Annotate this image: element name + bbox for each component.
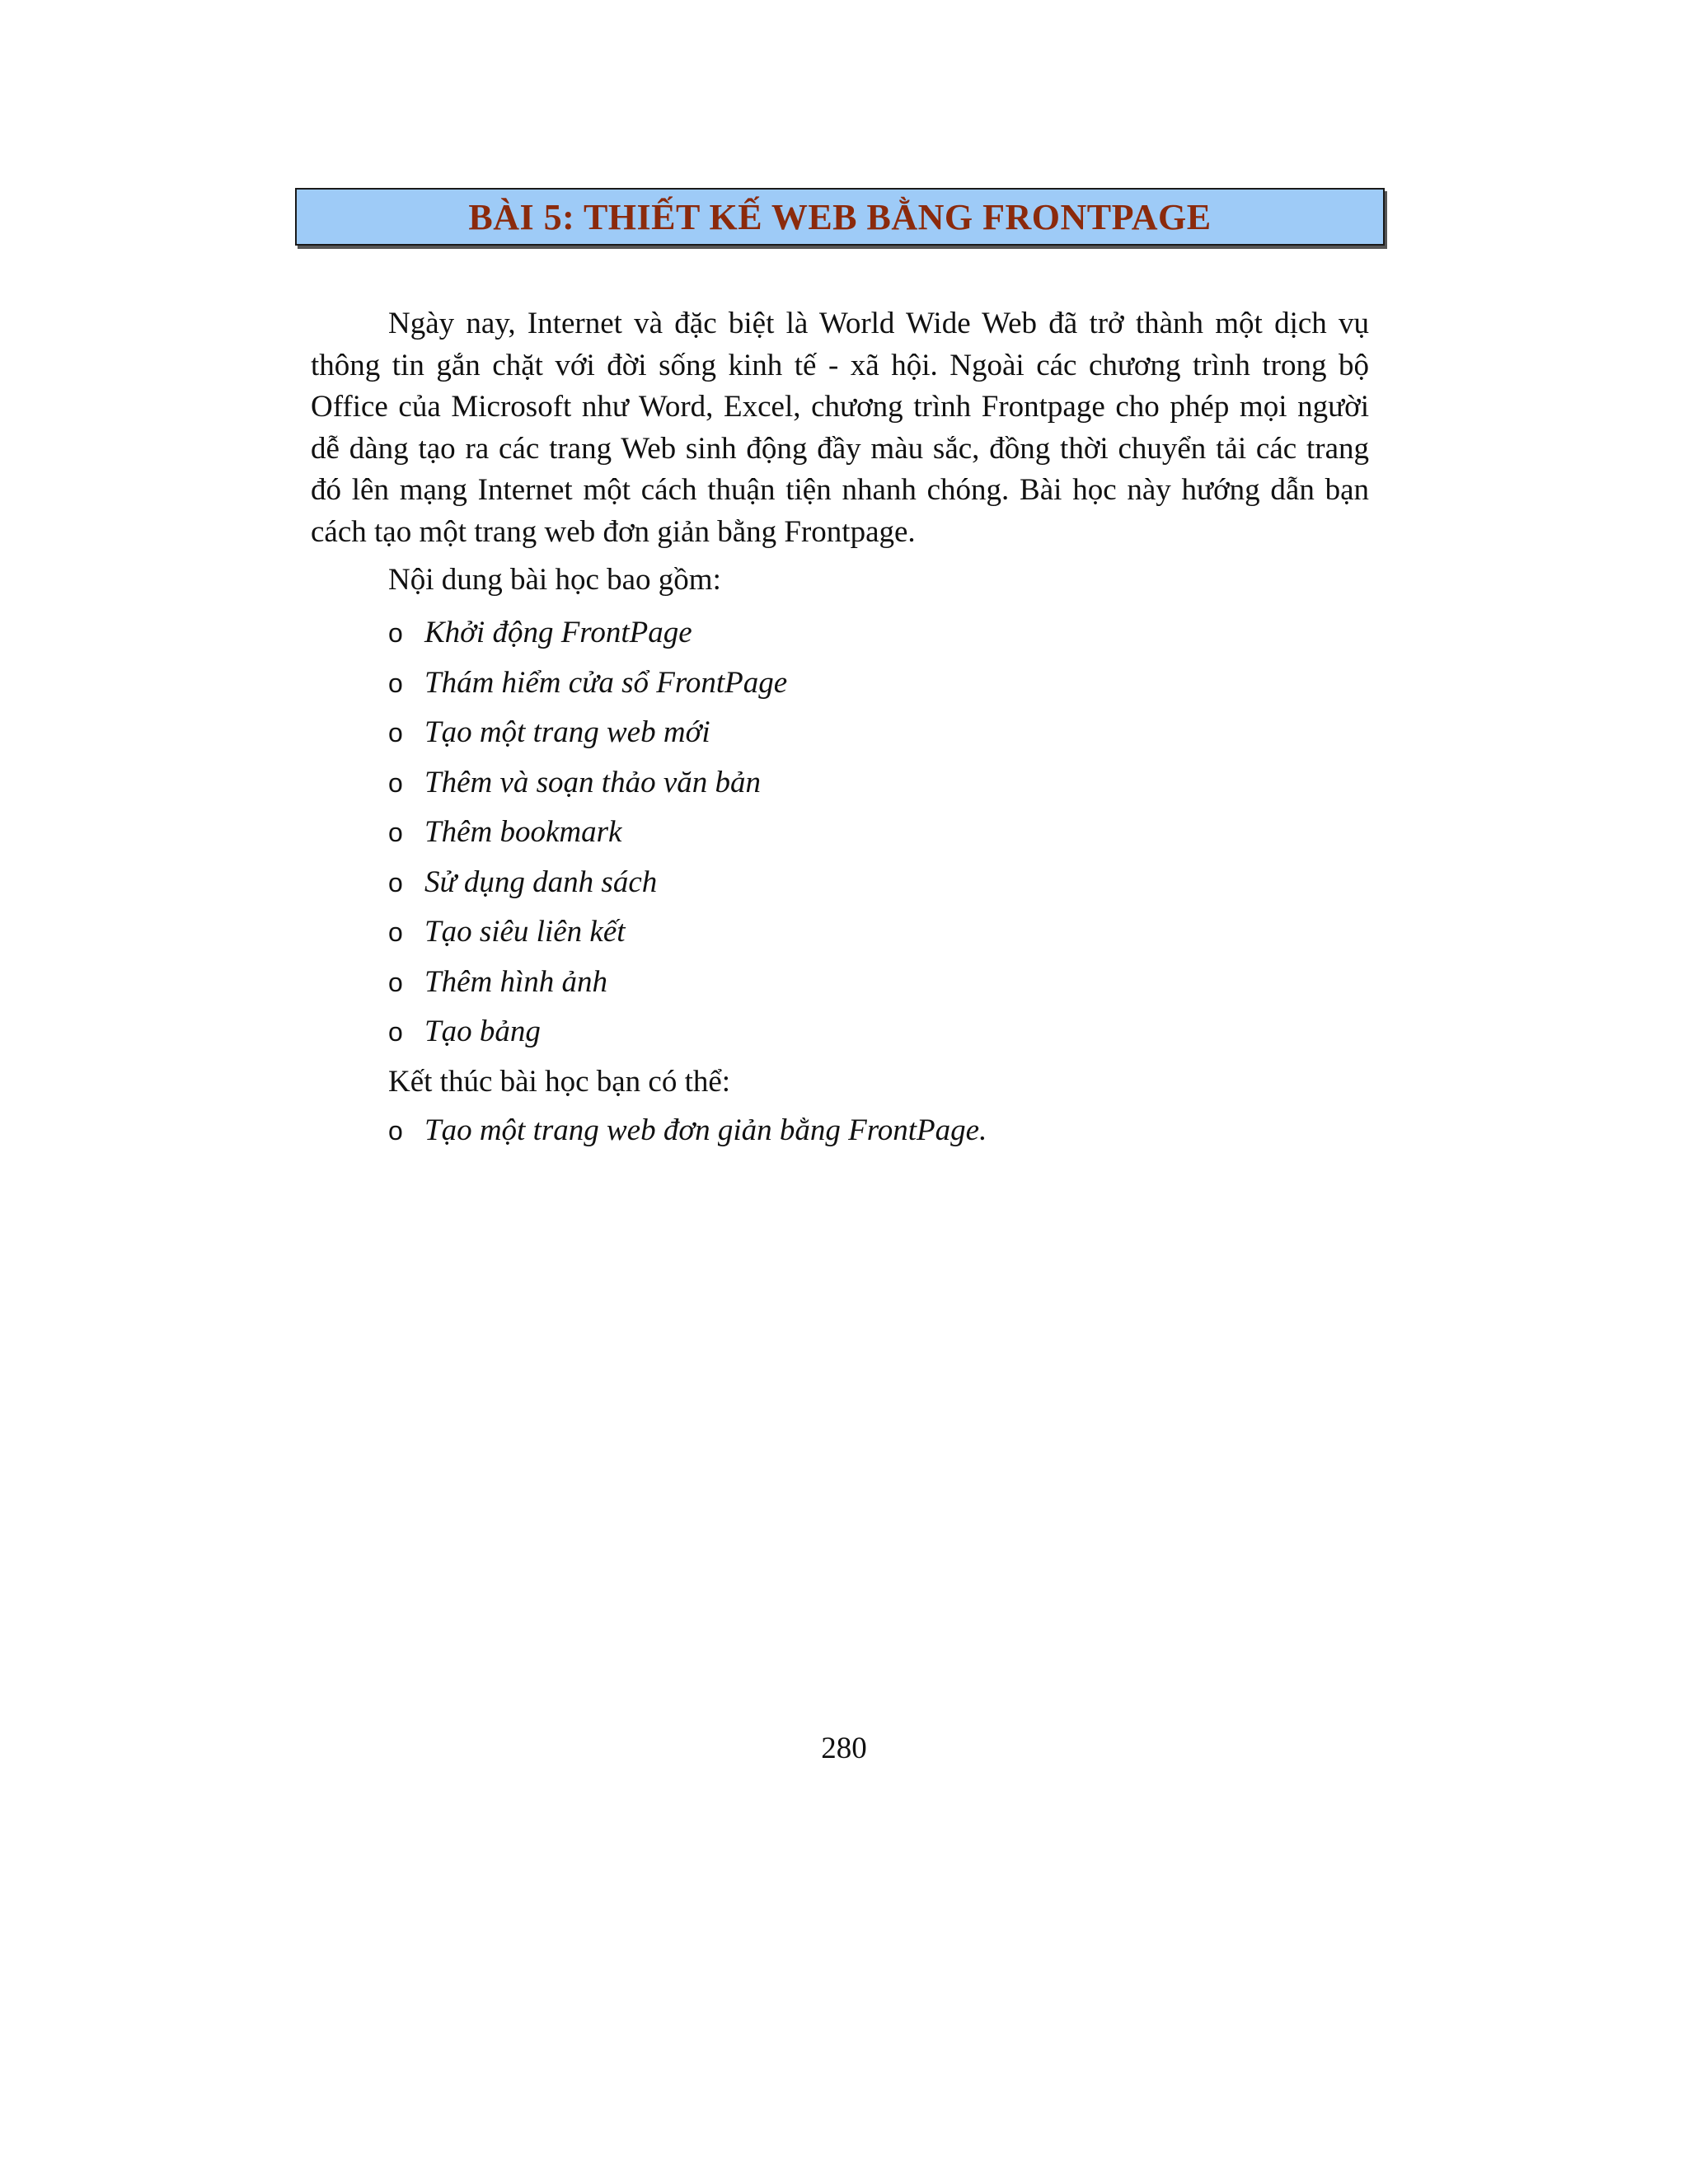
list-item [388,958,787,1008]
list-item [388,1106,987,1156]
list-item [388,808,787,858]
outcome-label: Kết thúc bài học bạn có thể: [388,1065,731,1099]
list-item-text: Thám hiểm cửa sổ FrontPage [424,665,788,700]
contents-label: Nội dung bài học bao gồm: [388,563,721,597]
bullet-icon: o [388,917,403,947]
list-item-text: Thêm và soạn thảo văn bản [424,765,761,799]
list-item [388,658,787,709]
bullet-icon: o [388,668,403,698]
page-number: 280 [821,1732,867,1765]
list-item [388,858,787,908]
contents-list [388,608,787,1057]
list-item-text: Khởi động FrontPage [424,616,692,649]
list-item [388,608,787,658]
list-item-text: Thêm hình ảnh [424,964,607,999]
bullet-icon: o [388,1017,403,1047]
list-item [388,708,787,758]
bullet-icon: o [388,967,403,997]
bullet-icon: o [388,1116,403,1146]
list-item [388,907,787,958]
lesson-title: BÀI 5: THIẾT KẾ WEB BẰNG FRONTPAGE [468,196,1212,237]
list-item [388,758,787,808]
list-item-text: Thêm bookmark [424,815,622,849]
list-item [388,1007,787,1057]
list-item-text: Sử dụng danh sách [424,865,658,899]
bullet-icon: o [388,618,403,648]
list-item-text: Tạo một trang web mới [424,715,710,749]
intro-paragraph: Ngày nay, Internet và đặc biệt là World Wide Web đã trở thành một dịch vụ thông tin gắn chặt với đời sống kinh tế - xã hội. Ngoài các chương trình trong bộ Office của Microsoft như Word, Excel, chương trình Frontpage cho phép mọi người dễ dàng tạo ra các trang Web sinh động đầy màu sắc, đồng thời chuyển tải các trang đó lên mạng Internet một cách thuận tiện nhanh chóng. Bài học này hướng dẫn bạn cách tạo một trang web đơn giản bằng Frontpage. [311,307,1369,549]
outcome-list [388,1106,987,1156]
list-item-text: Tạo bảng [424,1015,541,1048]
list-item-text: Tạo siêu liên kết [424,915,626,949]
list-item-text: Tạo một trang web đơn giản bằng FrontPage. [424,1113,987,1147]
bullet-icon: o [388,767,403,798]
bullet-icon: o [388,867,403,898]
lesson-title-box [295,188,1385,246]
bullet-icon: o [388,718,403,748]
bullet-icon: o [388,818,403,847]
